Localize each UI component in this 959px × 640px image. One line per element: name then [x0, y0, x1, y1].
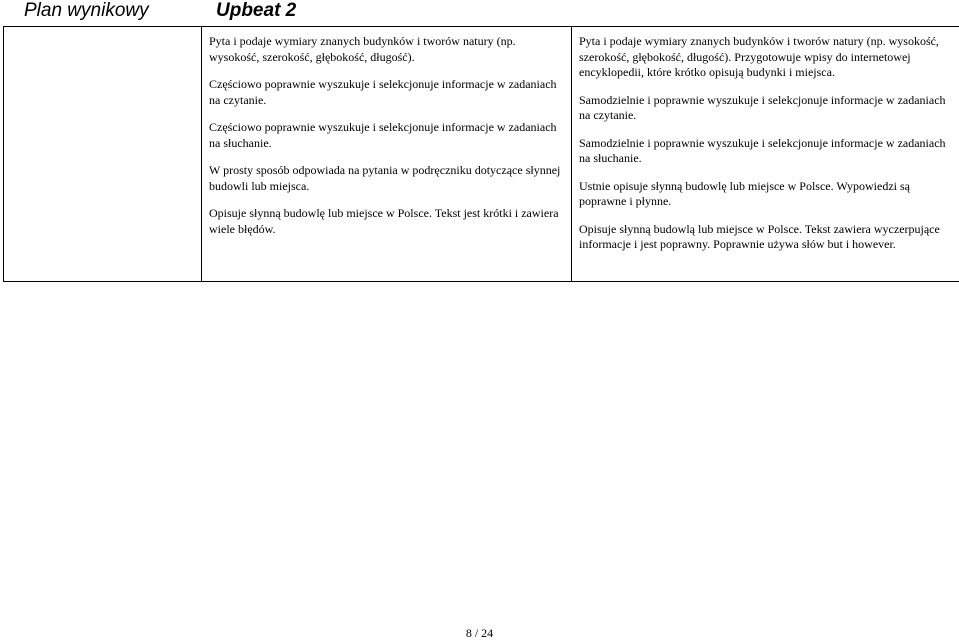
- page-number: 8 / 24: [465, 626, 494, 640]
- grading-table: [3, 26, 959, 282]
- course-title: Upbeat 2: [216, 0, 297, 21]
- advanced-level-cell: [572, 27, 959, 282]
- advanced-entry-2: Samodzielnie i poprawnie wyszukuje i selekcjonuje informacje w zadaniach na czytanie.: [579, 92, 946, 122]
- basic-entry-3: Częściowo poprawnie wyszukuje i selekcjonuje informacje w zadaniach na słuchanie.: [209, 120, 557, 150]
- advanced-entry-1: Pyta i podaje wymiary znanych budynków i tworów natury (np. wysokość, szerokość, głębokość, długość). Przygotowuje wpisy do internetowej encyklopedii, które krótko opisują budynki i miejsca.: [579, 34, 939, 79]
- empty-cell: [4, 27, 202, 282]
- basic-level-cell: [202, 27, 572, 282]
- basic-entry-4: W prosty sposób odpowiada na pytania w podręczniku dotyczące słynnej budowli lub miejsca.: [209, 163, 561, 193]
- basic-entry-5: Opisuje słynną budowlę lub miejsce w Polsce. Tekst jest krótki i zawiera wiele błędów.: [209, 206, 559, 236]
- advanced-entry-3: Samodzielnie i poprawnie wyszukuje i selekcjonuje informacje w zadaniach na słuchanie.: [579, 135, 946, 165]
- advanced-entry-5: Opisuje słynną budowlą lub miejsce w Polsce. Tekst zawiera wyczerpujące informacje i jest poprawny. Poprawnie używa słów but i however.: [579, 221, 940, 251]
- basic-entry-2: Częściowo poprawnie wyszukuje i selekcjonuje informacje w zadaniach na czytanie.: [209, 77, 557, 107]
- basic-entry-1: Pyta i podaje wymiary znanych budynków i tworów natury (np. wysokość, szerokość, głębokość, długość).: [209, 34, 516, 64]
- advanced-entry-4: Ustnie opisuje słynną budowlę lub miejsce w Polsce. Wypowiedzi są poprawne i płynne.: [579, 178, 911, 208]
- table-row: [4, 27, 959, 282]
- page-header: [0, 0, 959, 26]
- plan-title: Plan wynikowy: [24, 0, 149, 21]
